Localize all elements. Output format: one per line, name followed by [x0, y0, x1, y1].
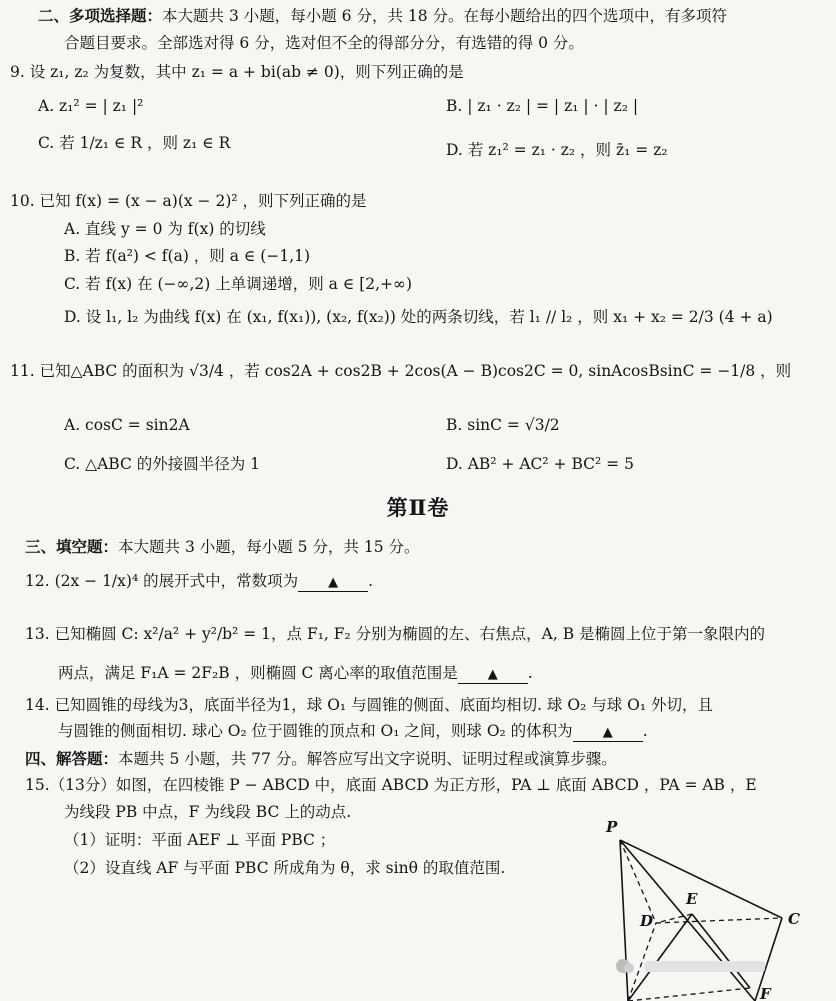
line-tail: .: [368, 572, 374, 590]
line-tail: .: [527, 664, 533, 682]
text-line-l12: [64, 308, 773, 327]
text-line-l28: [64, 859, 505, 878]
edge-pd: [620, 840, 656, 923]
text-line-l16: [64, 455, 260, 474]
line-text: C. 若 1/z₁ ∈ R ，则 z₁ ∈ R: [38, 134, 231, 152]
text-line-l2: [64, 34, 584, 53]
text-line-l25: [25, 776, 757, 795]
line-tail: .: [642, 722, 648, 740]
label-c: C: [788, 910, 800, 928]
line-text: 本大题共 3 小题，每小题 5 分，共 15 分。: [118, 538, 420, 556]
text-line-l4: [38, 97, 143, 116]
line-text: 11. 已知△ABC 的面积为 √3/4 ，若 cos2A + cos2B + 2cos(A − B)cos2C = 0, sinAcosBsinC = −1/8 ，则: [10, 362, 792, 380]
text-line-l5: [446, 97, 638, 116]
text-line-l13: [10, 362, 791, 381]
text-line-l11: [64, 275, 412, 294]
line-text: B. 若 f(a²) < f(a) ，则 a ∈ (−1,1): [64, 247, 311, 265]
label-e: E: [686, 890, 698, 908]
edge-pc: [620, 840, 782, 918]
line-text: 13. 已知椭圆 C: x²/a² + y²/b² = 1，点 F₁, F₂ 分别为椭圆的左、右焦点，A, B 是椭圆上位于第一象限内的: [25, 625, 766, 643]
line-text: 本大题共 3 小题，每小题 6 分，共 18 分。在每小题给出的四个选项中，有多项符: [162, 7, 728, 25]
line-text: D. AB² + AC² + BC² = 5: [446, 455, 634, 473]
line-text: B. sinC = √3/2: [446, 416, 560, 434]
text-line-l9: [64, 220, 266, 239]
line-text: 12. (2x − 1/x)⁴ 的展开式中，常数项为: [25, 572, 299, 590]
line-text: D. 若 z₁² = z₁ · z₂ ，则 z̄₁ = z₂: [446, 141, 668, 159]
line-text: D. 设 l₁, l₂ 为曲线 f(x) 在 (x₁, f(x₁)), (x₂, f(x₂)) 处的两条切线，若 l₁ // l₂ ，则 x₁ + x₂ = 2/3 (4 + a): [64, 308, 773, 326]
text-line-l8: [10, 192, 367, 211]
text-line-l15: [446, 416, 560, 435]
text-line-l10: [64, 247, 310, 266]
line-text: 合题目要求。全部选对得 6 分，选对但不全的得部分分，有选错的得 0 分。: [64, 34, 584, 52]
heading-label: 三、填空题：: [25, 537, 119, 556]
text-line-l21: [58, 664, 533, 684]
line-text: （1）证明：平面 AEF ⊥ 平面 PBC ；: [64, 831, 336, 849]
line-text: （2）设直线 AF 与平面 PBC 所成角为 θ，求 sinθ 的取值范围.: [64, 859, 506, 877]
line-text: A. z₁² = | z₁ |²: [38, 97, 144, 115]
text-line-l17: [446, 455, 634, 474]
line-text: C. 若 f(x) 在 (−∞,2) 上单调递增，则 a ∈ [2,+∞): [64, 275, 413, 293]
text-line-l22: [25, 696, 713, 715]
blank-marker: ▲: [328, 575, 339, 590]
heading-label: 四、解答题：: [25, 749, 119, 768]
text-line-l6: [38, 134, 230, 153]
text-line-l23: [58, 722, 648, 742]
line-text: 与圆锥的侧面相切. 球心 O₂ 位于圆锥的顶点和 O₁ 之间，则球 O₂ 的体积为: [58, 722, 573, 740]
answer-blank: [573, 722, 643, 742]
text-line-l7: [446, 141, 668, 160]
answer-blank: [298, 572, 368, 592]
line-text: A. cosC = sin2A: [64, 416, 190, 434]
line-text: 9. 设 z₁, z₂ 为复数，其中 z₁ = a + bi(ab ≠ 0)，则下列正确的是: [10, 63, 464, 81]
line-text: 本题共 5 小题，共 77 分。解答应写出文字说明、证明过程或演算步骤。: [118, 750, 617, 768]
line-text: 两点，满足 F₁A = 2F₂B ，则椭圆 C 离心率的取值范围是: [58, 664, 458, 682]
heading-label: 二、多项选择题：: [38, 6, 163, 25]
text-line-l14: [64, 416, 190, 435]
text-line-l1: [38, 6, 727, 26]
text-line-l26: [64, 803, 351, 822]
text-line-l18: [25, 537, 420, 557]
edge-dc: [656, 918, 782, 923]
text-line-l20: [25, 625, 765, 644]
label-p: P: [606, 818, 618, 836]
text-line-l3: [10, 63, 464, 82]
edge-af: [628, 988, 750, 1001]
line-text: 14. 已知圆锥的母线为3，底面半径为1，球 O₁ 与圆锥的侧面、底面均相切. 球 O₂ 与球 O₁ 外切，且: [25, 696, 713, 714]
label-f: F: [760, 985, 771, 1001]
blank-marker: ▲: [602, 725, 613, 740]
line-text: 15.（13分）如图，在四棱锥 P − ABCD 中，底面 ABCD 为正方形，PA ⊥ 底面 ABCD ，PA = AB ，E: [25, 776, 757, 794]
line-text: 10. 已知 f(x) = (x − a)(x − 2)² ，则下列正确的是: [10, 192, 367, 210]
line-text: C. △ABC 的外接圆半径为 1: [64, 455, 261, 473]
text-line-l27: [64, 831, 335, 850]
section-title: 第Ⅱ卷: [386, 495, 450, 520]
answer-blank: [458, 664, 528, 684]
line-text: B. | z₁ · z₂ | = | z₁ | · | z₂ |: [446, 97, 639, 115]
text-line-l19: [25, 572, 373, 592]
watermark: [613, 955, 773, 977]
line-text: A. 直线 y = 0 为 f(x) 的切线: [64, 220, 266, 238]
blank-marker: ▲: [487, 667, 498, 682]
text-line-l24: [25, 749, 617, 769]
line-text: 为线段 PB 中点，F 为线段 BC 上的动点.: [64, 803, 352, 821]
label-d: D: [640, 912, 654, 930]
